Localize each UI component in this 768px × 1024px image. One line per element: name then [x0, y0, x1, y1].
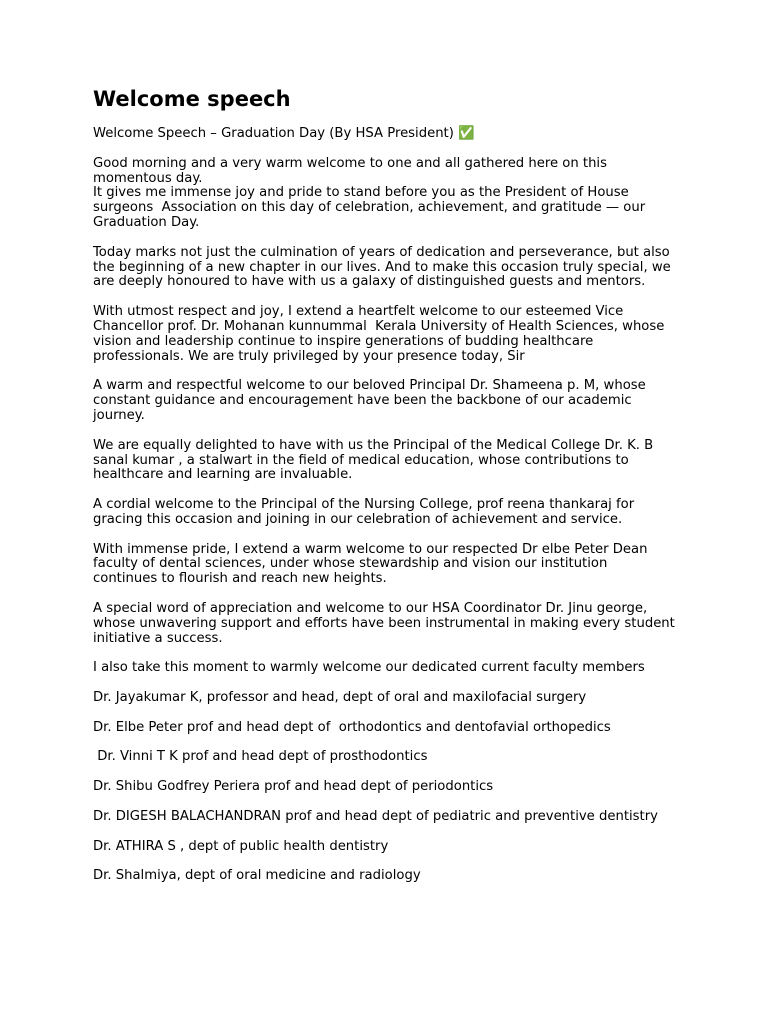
paragraph-line: Dr. Elbe Peter prof and head dept of orthodontics and dentofavial orthopedics	[93, 719, 611, 735]
paragraph-line: A cordial welcome to the Principal of the Nursing College, prof reena thankaraj for gracing this occasion and joining in our celebration of achievement and service.	[93, 497, 639, 527]
paragraph	[93, 691, 675, 706]
paragraph-line: Dr. ATHIRA S , dept of public health dentistry	[93, 838, 389, 854]
paragraph-line: Dr. Vinni T K prof and head dept of prosthodontics	[93, 749, 428, 765]
paragraph-line: Good morning and a very warm welcome to one and all gathered here on this momentous day.	[93, 155, 612, 186]
paragraph	[93, 721, 675, 736]
paragraph-line: Dr. Shibu Godfrey Periera prof and head dept of periodontics	[93, 779, 494, 795]
paragraph-line: With utmost respect and joy, I extend a heartfelt welcome to our esteemed Vice Chancellor prof. Dr. Mohanan kunnummal Kerala University of Health Sciences, whose vision and leadership continue to inspire generations of budding healthcare professionals. We are truly privileged by your presence today, Sir	[93, 304, 669, 364]
paragraph-line: Dr. Shalmiya, dept of oral medicine and radiology	[93, 868, 421, 884]
paragraph	[93, 601, 680, 647]
paragraph	[93, 246, 675, 291]
paragraph-line: Dr. DIGESH BALACHANDRAN prof and head dept of pediatric and preventive dentistry	[93, 808, 658, 824]
paragraph-line: Dr. Jayakumar K, professor and head, dept of oral and maxilofacial surgery	[93, 690, 587, 706]
paragraph-line: With immense pride, I extend a warm welcome to our respected Dr elbe Peter Dean faculty of dental sciences, under whose stewardship and vision our institution continues to flourish and reach new heights.	[93, 541, 652, 587]
paragraph	[93, 869, 675, 884]
paragraph-line: I also take this moment to warmly welcome our dedicated current faculty members	[93, 660, 645, 676]
document-page	[93, 84, 680, 899]
paragraph-line: Today marks not just the culmination of years of dedication and perseverance, but also the beginning of a new chapter in our lives. And to make this occasion truly special, we are deeply honoured to have with us a galaxy of distinguished guests and mentors.	[93, 244, 675, 290]
paragraph	[93, 543, 675, 588]
paragraph	[93, 157, 675, 231]
document-subtitle: Welcome Speech – Graduation Day (By HSA President) ✅	[93, 126, 475, 141]
paragraph	[93, 840, 675, 855]
paragraph-line: It gives me immense joy and pride to stand before you as the President of House surgeons Association on this day of celebration, achievement, and gratitude — our Graduation Day.	[93, 185, 650, 231]
paragraph	[93, 810, 675, 825]
document-title: Welcome speech	[93, 87, 291, 111]
paragraph-line: We are equally delighted to have with us the Principal of the Medical College Dr. K. B sanal kumar , a stalwart in the field of medical education, whose contributions to healthcare and learning are invaluable.	[93, 437, 658, 483]
paragraph	[93, 379, 675, 424]
paragraph-line: A special word of appreciation and welcome to our HSA Coordinator Dr. Jinu george, whose unwavering support and efforts have been instrumental in making every student initiative a success.	[93, 601, 680, 646]
paragraph	[93, 780, 675, 795]
paragraph	[93, 498, 675, 528]
paragraph	[93, 439, 675, 484]
paragraph	[93, 750, 675, 765]
paragraph	[93, 305, 675, 364]
paragraph-line: A warm and respectful welcome to our beloved Principal Dr. Shameena p. M, whose constant guidance and encouragement have been the backbone of our academic journey.	[93, 378, 650, 424]
document-body	[93, 155, 680, 884]
paragraph	[93, 661, 675, 676]
